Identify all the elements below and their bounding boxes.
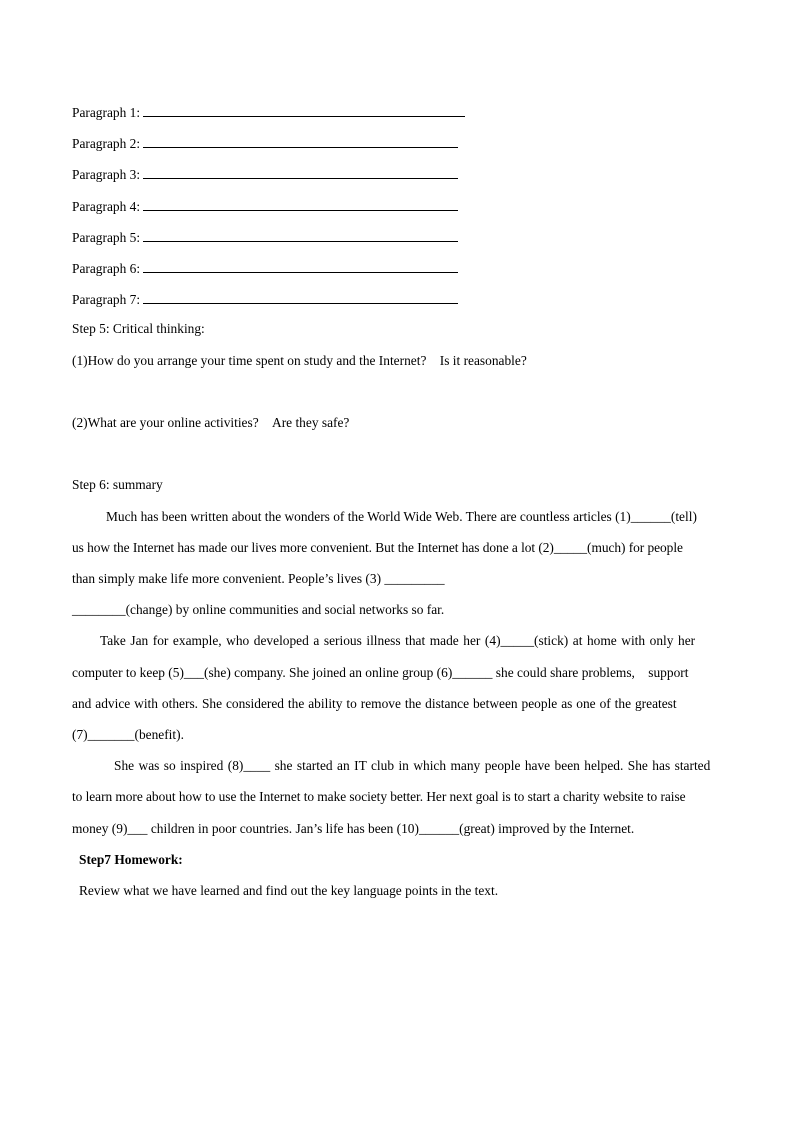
summary-p2-line4: (7)_______(benefit).	[72, 727, 184, 742]
paragraph-5-blank[interactable]	[143, 227, 458, 242]
step6-heading: Step 6: summary	[72, 477, 163, 492]
step7-homework-text: Review what we have learned and find out the key language points in the text.	[79, 883, 499, 898]
paragraph-2-blank[interactable]	[143, 133, 458, 148]
summary-p2-line1: Take Jan for example, who developed a serious illness that made her (4)_____(stick) at home with only her	[100, 633, 696, 648]
paragraph-5-line	[72, 227, 458, 247]
paragraph-6-blank[interactable]	[143, 258, 458, 273]
summary-p2-line3: and advice with others. She considered the ability to remove the distance between people as one of the greatest	[72, 696, 677, 711]
paragraph-3-blank[interactable]	[143, 164, 458, 179]
paragraph-1-line	[72, 102, 465, 122]
paragraph-4-label: Paragraph 4:	[72, 199, 141, 214]
summary-p3-line1: She was so inspired (8)____ she started an IT club in which many people have been helped. She has started	[114, 758, 711, 773]
summary-p1-line2: us how the Internet has made our lives more convenient. But the Internet has done a lot (2)_____(much) for people	[72, 540, 683, 555]
paragraph-4-blank[interactable]	[143, 196, 458, 211]
paragraph-2-label: Paragraph 2:	[72, 136, 141, 151]
summary-p3-line2: to learn more about how to use the Internet to make society better. Her next goal is to start a charity website to raise	[72, 789, 686, 804]
paragraph-4-line	[72, 196, 458, 216]
paragraph-5-label: Paragraph 5:	[72, 230, 141, 245]
step5-question-2: (2)What are your online activities? Are they safe?	[72, 415, 350, 430]
paragraph-3-line	[72, 164, 458, 184]
paragraph-7-blank[interactable]	[143, 289, 458, 304]
paragraph-1-blank[interactable]	[143, 102, 465, 117]
paragraph-2-line	[72, 133, 458, 153]
paragraph-6-label: Paragraph 6:	[72, 261, 141, 276]
summary-p1-line3: than simply make life more convenient. People’s lives (3) _________	[72, 571, 445, 586]
summary-p2-line2: computer to keep (5)___(she) company. She joined an online group (6)______ she could share problems, support	[72, 665, 689, 680]
step5-question-1: (1)How do you arrange your time spent on study and the Internet? Is it reasonable?	[72, 353, 527, 368]
paragraph-6-line	[72, 258, 458, 278]
summary-p1-line4: ________(change) by online communities and social networks so far.	[72, 602, 445, 617]
summary-p1-line1: Much has been written about the wonders of the World Wide Web. There are countless articles (1)______(tell)	[106, 509, 697, 524]
paragraph-7-label: Paragraph 7:	[72, 292, 141, 307]
paragraph-1-label: Paragraph 1:	[72, 105, 141, 120]
paragraph-7-line	[72, 289, 458, 309]
summary-p3-line3: money (9)___ children in poor countries. Jan’s life has been (10)______(great) improved by the Internet.	[72, 821, 635, 836]
paragraph-3-label: Paragraph 3:	[72, 167, 141, 182]
step5-heading: Step 5: Critical thinking:	[72, 321, 205, 336]
step7-heading: Step7 Homework:	[79, 852, 183, 867]
